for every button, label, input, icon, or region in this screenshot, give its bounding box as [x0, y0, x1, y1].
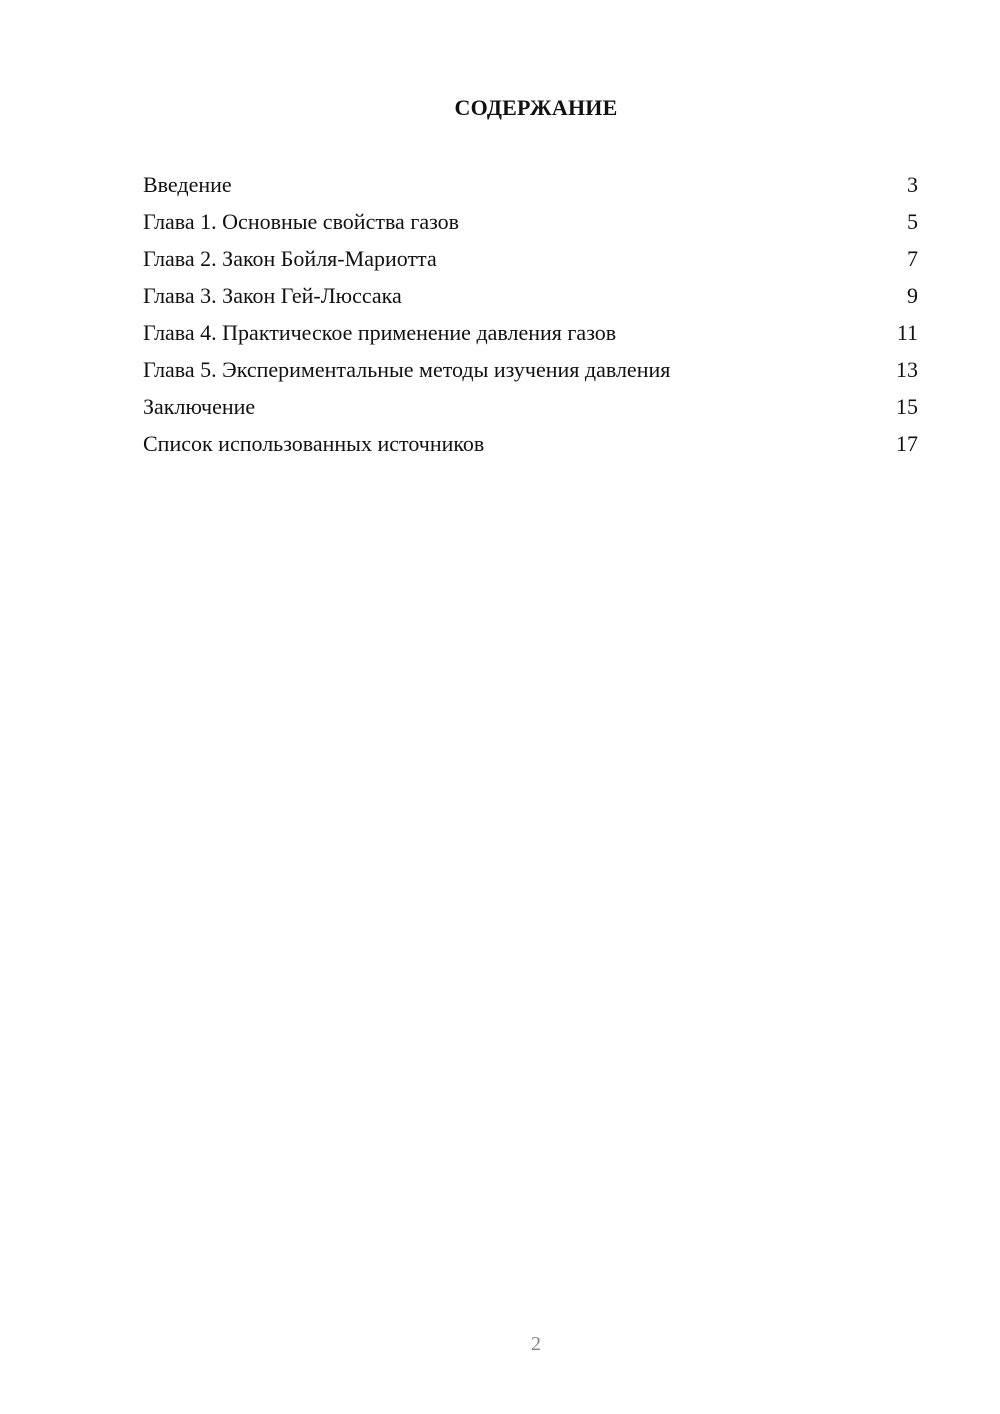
toc-row — [143, 281, 918, 318]
table-of-contents — [143, 170, 918, 466]
toc-row — [143, 244, 918, 281]
toc-title: СОДЕРЖАНИЕ — [454, 95, 618, 120]
toc-entry-page: 3 — [907, 172, 918, 197]
toc-entry-label: Глава 5. Экспериментальные методы изучения давления — [143, 357, 671, 382]
toc-row — [143, 392, 918, 429]
toc-entry-page: 17 — [896, 431, 918, 456]
toc-entry-label: Глава 1. Основные свойства газов — [143, 209, 460, 234]
toc-entry-page: 9 — [907, 283, 918, 308]
toc-entry-page: 15 — [896, 394, 918, 419]
toc-entry-label: Заключение — [143, 394, 256, 419]
toc-row — [143, 207, 918, 244]
toc-entry-label: Глава 4. Практическое применение давления газов — [143, 320, 617, 345]
toc-entry-page: 5 — [907, 209, 918, 234]
toc-entry-label: Список использованных источников — [143, 431, 485, 456]
toc-entry-label: Глава 2. Закон Бойля-Мариотта — [143, 246, 437, 271]
page-number: 2 — [531, 1333, 541, 1355]
toc-entry-label: Глава 3. Закон Гей-Люссака — [143, 283, 402, 308]
toc-row — [143, 318, 918, 355]
toc-entry-page: 7 — [907, 246, 918, 271]
toc-entry-label: Введение — [143, 172, 232, 197]
toc-entry-page: 13 — [896, 357, 918, 382]
toc-row — [143, 170, 918, 207]
toc-row — [143, 429, 918, 466]
toc-row — [143, 355, 918, 392]
toc-entry-page: 11 — [896, 320, 918, 345]
